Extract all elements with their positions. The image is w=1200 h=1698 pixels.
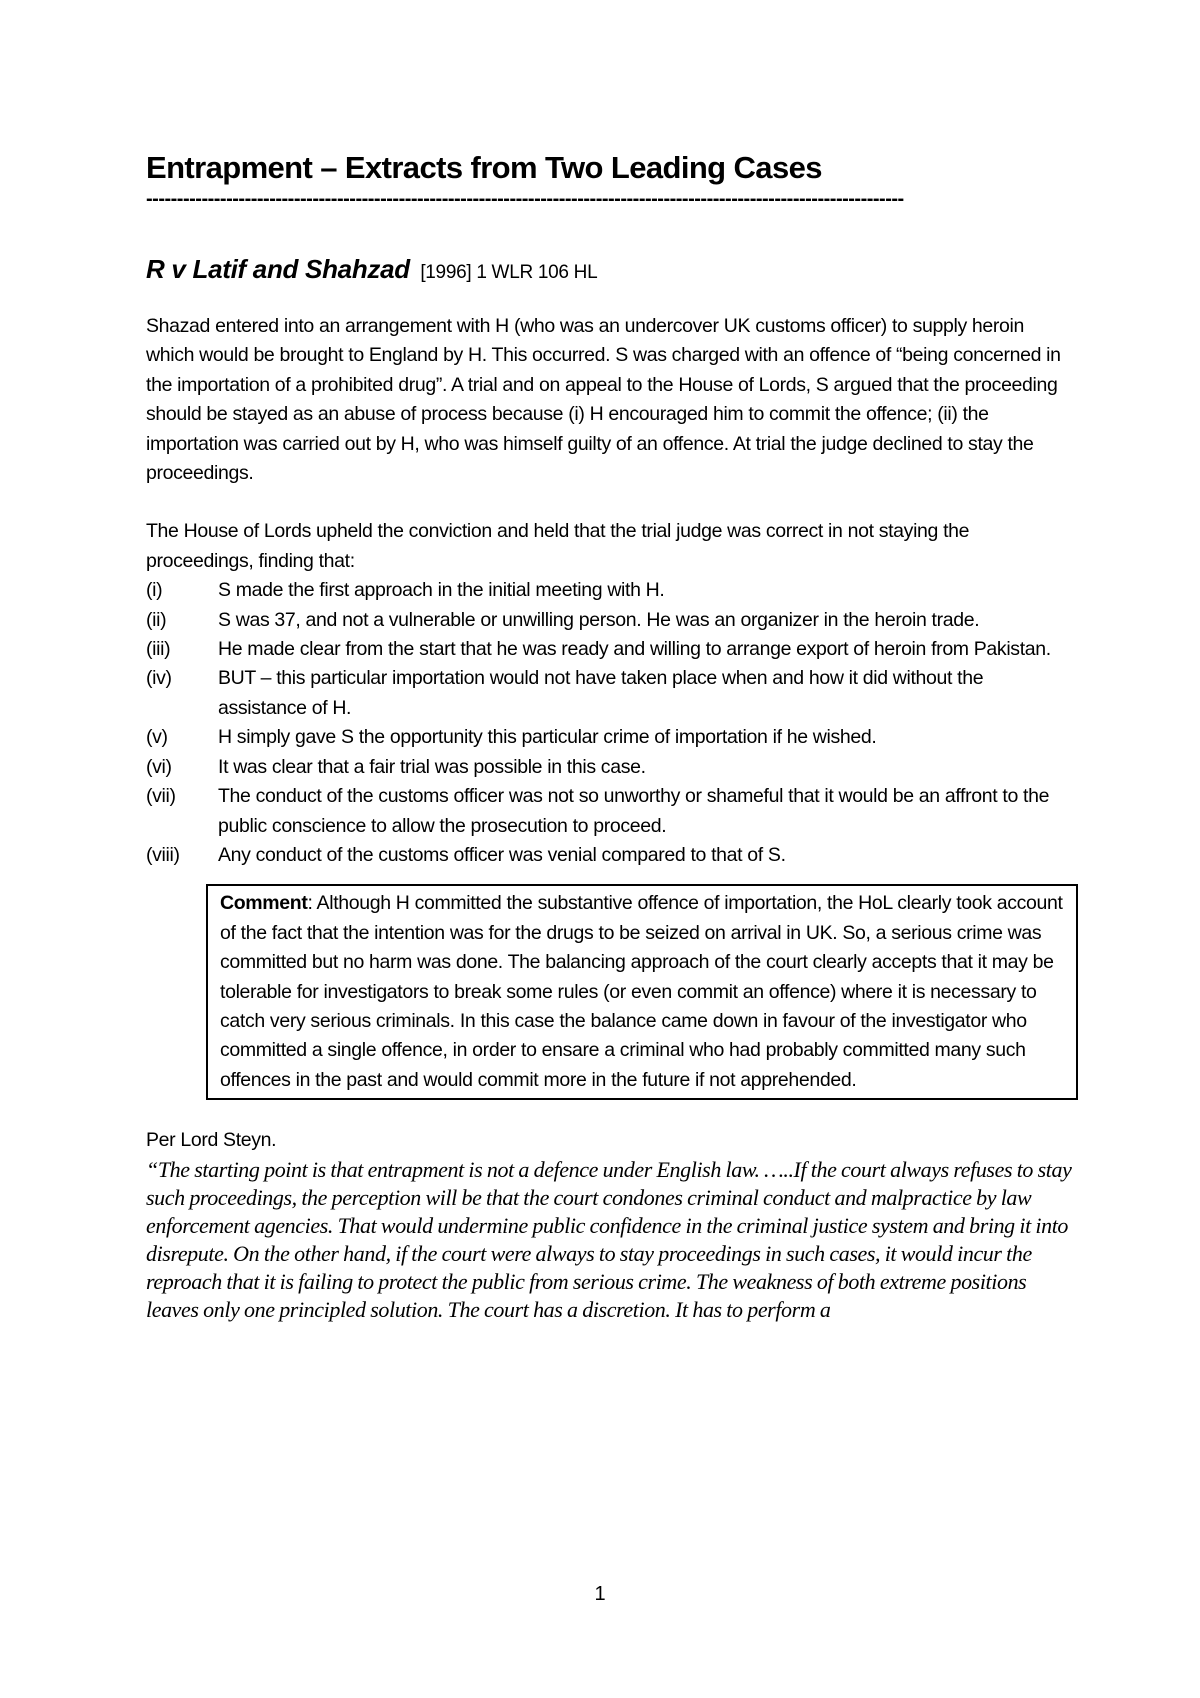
finding-text: H simply gave S the opportunity this particular crime of importation if he wished. [218,726,877,749]
finding-text: The conduct of the customs officer was not so unworthy or shameful that it would be an affront to the public conscience to allow the prosecution to proceed. [218,785,1050,837]
finding-number: (v) [146,726,168,749]
comment-label: Comment [220,892,308,915]
finding-number: (iii) [146,638,171,661]
case-facts-paragraph: Shazad entered into an arrangement with H (who was an undercover UK customs officer) to supply heroin which would be brought to England by H. This occurred. S was charged with an offence of “being concerned in the importation of a prohibited drug”. A trial and on appeal to the House of Lords, S argued that the proceeding should be stayed as an abuse of process because (i) H encouraged him to commit the offence; (ii) the importation was carried out by H, who was himself guilty of an offence. At trial the judge declined to stay the proceedings. [146,315,1061,485]
finding-text: Any conduct of the customs officer was venial compared to that of S. [218,843,786,866]
finding-item [146,723,1076,752]
comment-text: Although H committed the substantive offence of importation, the HoL clearly took account of the fact that the intention was for the drugs to be seized on arrival in UK. So, a serious crime was committed but no harm was done. The balancing approach of the court clearly accepts that it may be tolerable for investigators to break some rules (or even commit an offence) where it is necessary to catch very serious criminals. In this case the balance came down in favour of the investigator who committed a single offence, in order to ensare a criminal who had probably committed many such offences in the past and would commit more in the future if not apprehended. [220,892,1063,1091]
finding-number: (iv) [146,667,172,690]
title-rule: --------------------------------------------------------------------------------------------------------------------------- [146,189,904,209]
page-number: 1 [594,1583,606,1605]
finding-text: S was 37, and not a vulnerable or unwilling person. He was an organizer in the heroin trade. [218,608,980,631]
lord-steyn-quote: “The starting point is that entrapment is not a defence under English law. …..If the court always refuses to stay such proceedings, the perception will be that the court condones criminal conduct and malpractice by law enforcement agencies. That would undermine public confidence in the criminal justice system and bring it into disrepute. On the other hand, if the court were always to stay proceedings in such cases, it would incur the reproach that it is failing to protect the public from serious crime. The weakness of both extreme positions leaves only one principled solution. The court has a discretion. It has to perform a [146,1156,1072,1322]
case-name: R v Latif and Shahzad [146,254,410,284]
finding-item [146,635,1076,664]
finding-number: (i) [146,579,163,602]
finding-item [146,753,1076,782]
finding-text: S made the first approach in the initial meeting with H. [218,579,665,602]
finding-number: (vi) [146,755,172,778]
comment-separator: : [307,892,313,915]
findings-list [146,576,1076,870]
finding-item [146,606,1076,635]
finding-text: BUT – this particular importation would not have taken place when and how it did without the assistance of H. [218,667,984,719]
finding-text: It was clear that a fair trial was possible in this case. [218,755,646,778]
per-lord-steyn-heading: Per Lord Steyn. [146,1129,277,1152]
holding-paragraph: The House of Lords upheld the conviction and held that the trial judge was correct in not staying the proceedings, finding that: [146,520,970,572]
finding-text: He made clear from the start that he was ready and willing to arrange export of heroin from Pakistan. [218,638,1051,661]
document-title: Entrapment – Extracts from Two Leading Cases [146,150,822,185]
finding-item [146,576,1076,605]
comment-box [206,884,1078,1100]
finding-number: (vii) [146,785,176,808]
case-heading [146,251,1076,292]
case-citation: [1996] 1 WLR 106 HL [420,262,598,283]
finding-item [146,664,1076,723]
finding-item [146,782,1076,841]
page-content [146,148,1076,1324]
finding-number: (ii) [146,608,167,631]
finding-number: (viii) [146,843,180,866]
finding-item [146,841,1076,870]
